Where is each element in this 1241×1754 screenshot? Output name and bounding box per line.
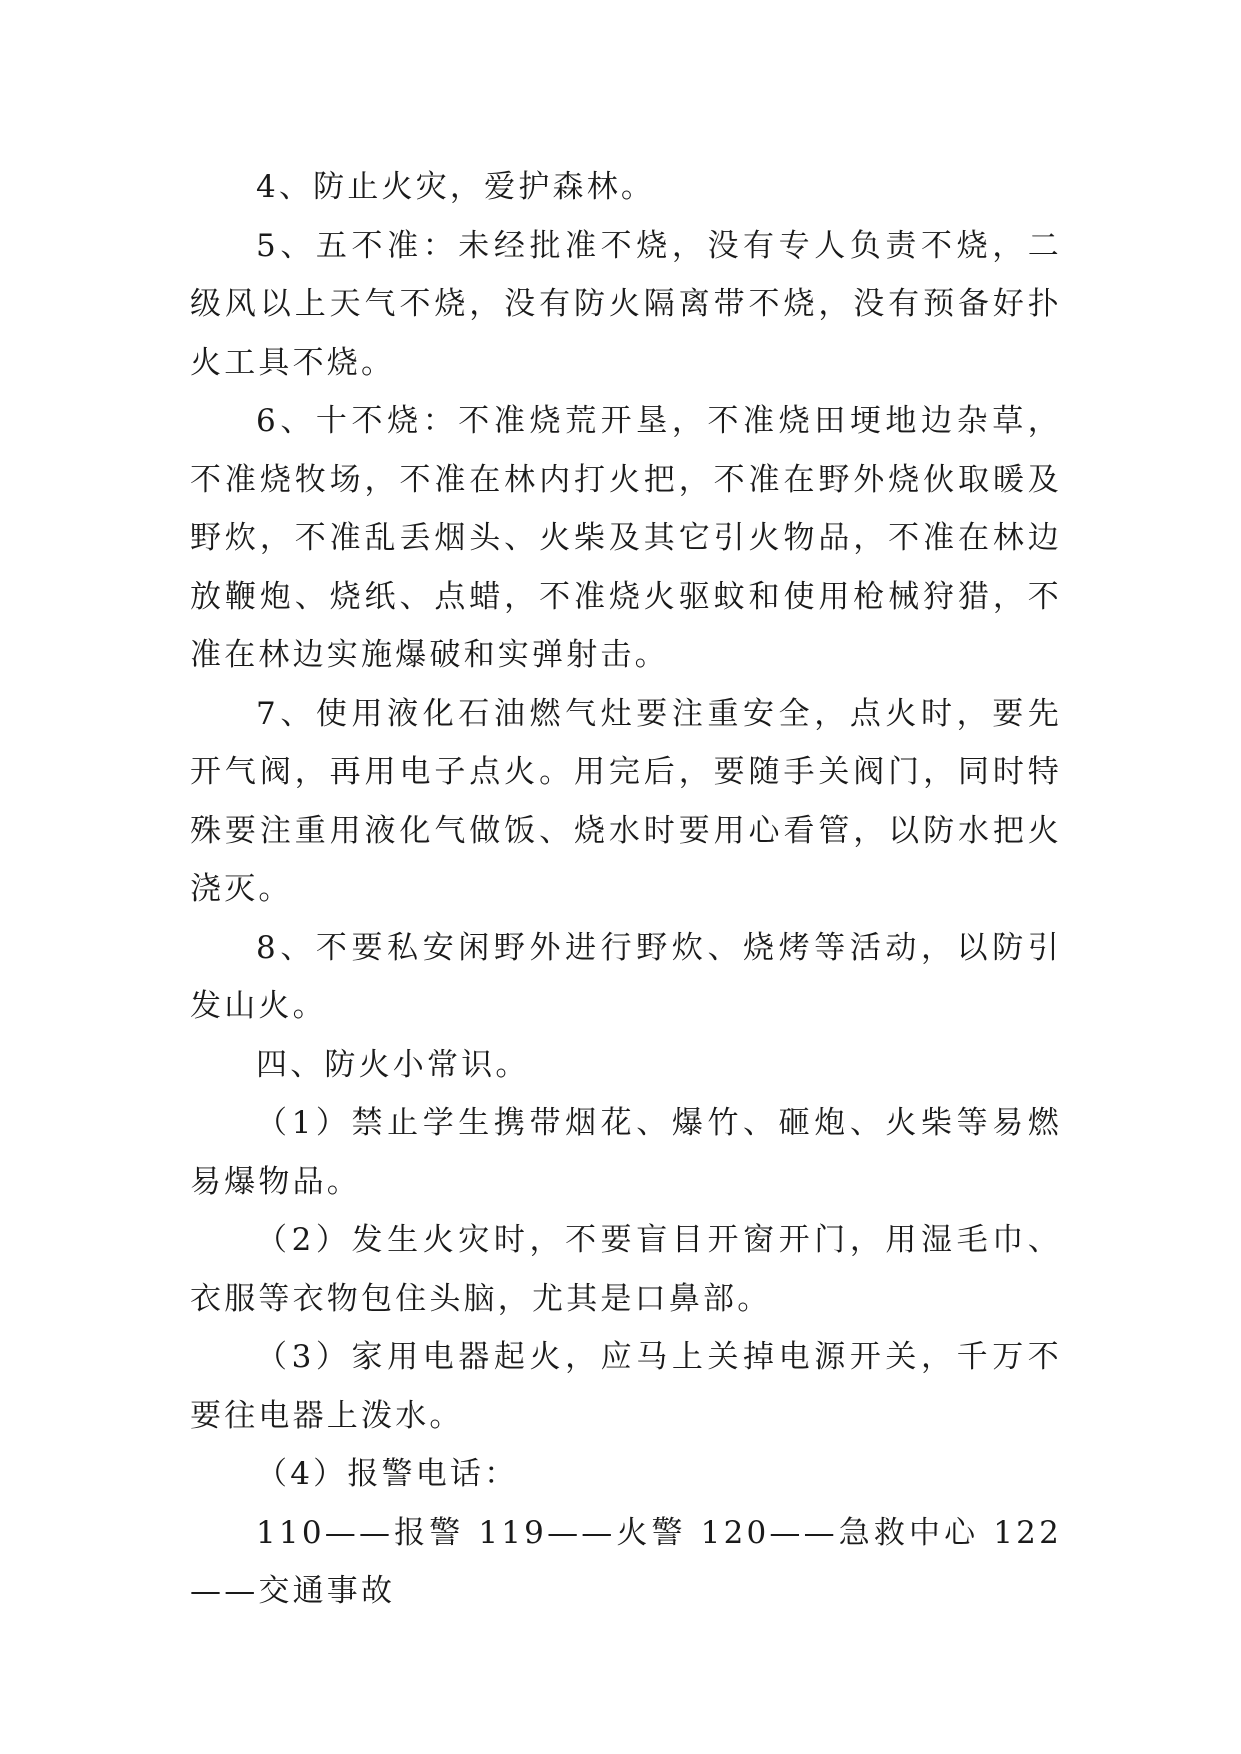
- paragraph-tip-2: （2）发生火灾时，不要盲目开窗开门，用湿毛巾、衣服等衣物包住头脑，尤其是口鼻部。: [190, 1222, 1062, 1317]
- paragraph-five-prohibitions: 5、五不准：未经批准不烧，没有专人负责不烧，二级风以上天气不烧，没有防火隔离带不烧，没有预备好扑火工具不烧。: [190, 227, 1062, 381]
- paragraph-tip-4: （4）报警电话：: [256, 1456, 519, 1492]
- paragraph-outdoor-activities: 8、不要私安闲野外进行野炊、烧烤等活动，以防引发山火。: [190, 929, 1062, 1024]
- paragraph-tip-1: （1）禁止学生携带烟花、爆竹、砸炮、火柴等易燃易爆物品。: [190, 1105, 1062, 1200]
- paragraph-emergency-numbers: 110——报警 119——火警 120——急救中心 122——交通事故: [190, 1514, 1062, 1609]
- section-heading-fire-tips: 四、防火小常识。: [256, 1046, 530, 1083]
- paragraph-ten-no-burning: 6、十不烧：不准烧荒开垦，不准烧田埂地边杂草，不准烧牧场，不准在林内打火把，不准在野外烧伙取暖及野炊，不准乱丢烟头、火柴及其它引火物品，不准在林边放鞭炮、烧纸、点蜡，不准烧火驱蚊和使用枪械狩猎，不准在林边实施爆破和实弹射击。: [190, 403, 1062, 673]
- document-body: [190, 158, 1062, 1621]
- paragraph-item-4: 4、防止火灾，爱护森林。: [256, 169, 656, 205]
- paragraph-tip-3: （3）家用电器起火，应马上关掉电源开关，千万不要往电器上泼水。: [190, 1339, 1062, 1434]
- paragraph-gas-stove-safety: 7、使用液化石油燃气灶要注重安全，点火时，要先开气阀，再用电子点火。用完后，要随手关阀门，同时特殊要注重用液化气做饭、烧水时要用心看管，以防水把火浇灭。: [190, 695, 1062, 907]
